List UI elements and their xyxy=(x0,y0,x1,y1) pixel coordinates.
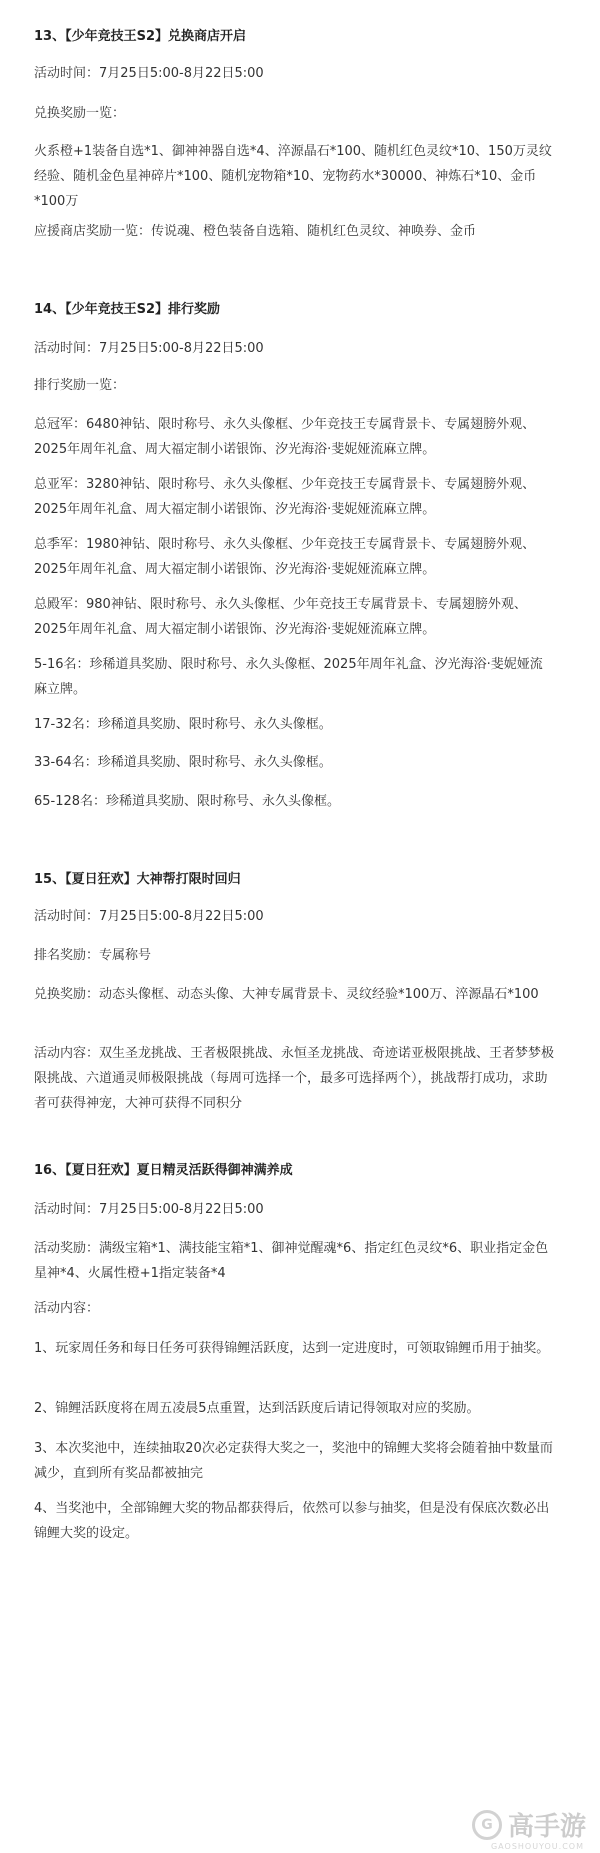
paragraph: 1、玩家周任务和每日任务可获得锦鲤活跃度，达到一定进度时，可领取锦鲤币用于抽奖。 xyxy=(34,1341,550,1356)
paragraph: 兑换奖励一览： xyxy=(34,106,126,121)
paragraph: 总冠军：6480神钻、限时称号、永久头像框、少年竞技王专属背景卡、专属翅膀外观、2025年周年礼盒、周大福定制小诺银饰、汐光海浴·斐妮娅流麻立牌。 xyxy=(34,417,536,457)
watermark-subtext: GAOSHOUYOU.COM xyxy=(490,1842,584,1851)
site-watermark xyxy=(472,1806,586,1843)
paragraph: 火系橙+1装备自选*1、御神神器自选*4、淬源晶石*100、随机红色灵纹*10、150万灵纹经验、随机金色星神碎片*100、随机宠物箱*10、宠物药水*30000、神炼石*10、金币*100万 xyxy=(34,144,552,209)
paragraph: 排行奖励一览： xyxy=(34,378,126,393)
watermark-logo-icon: G xyxy=(472,1810,502,1840)
paragraph: 2、锦鲤活跃度将在周五凌晨5点重置，达到活跃度后请记得领取对应的奖励。 xyxy=(34,1401,480,1416)
section-16 xyxy=(34,1160,554,1541)
watermark-text: 高手游 xyxy=(507,1812,586,1842)
paragraph: 4、当奖池中，全部锦鲤大奖的物品都获得后，依然可以参与抽奖，但是没有保底次数必出锦鲤大奖的设定。 xyxy=(34,1501,550,1541)
section-title: 14、【少年竞技王S2】排行奖励 xyxy=(34,302,220,317)
section-title: 15、【夏日狂欢】大神帮打限时回归 xyxy=(34,872,241,887)
paragraph: 活动时间：7月25日5:00-8月22日5:00 xyxy=(34,1202,264,1217)
paragraph: 65-128名：珍稀道具奖励、限时称号、永久头像框。 xyxy=(34,794,341,809)
section-title: 16、【夏日狂欢】夏日精灵活跃得御神满养成 xyxy=(34,1163,293,1178)
paragraph: 总亚军：3280神钻、限时称号、永久头像框、少年竞技王专属背景卡、专属翅膀外观、2025年周年礼盒、周大福定制小诺银饰、汐光海浴·斐妮娅流麻立牌。 xyxy=(34,477,536,517)
paragraph: 活动时间：7月25日5:00-8月22日5:00 xyxy=(34,341,264,356)
paragraph: 33-64名：珍稀道具奖励、限时称号、永久头像框。 xyxy=(34,755,332,770)
paragraph: 总殿军：980神钻、限时称号、永久头像框、少年竞技王专属背景卡、专属翅膀外观、2025年周年礼盒、周大福定制小诺银饰、汐光海浴·斐妮娅流麻立牌。 xyxy=(34,597,527,637)
paragraph: 5-16名：珍稀道具奖励、限时称号、永久头像框、2025年周年礼盒、汐光海浴·斐妮娅流麻立牌。 xyxy=(34,657,543,697)
paragraph: 兑换奖励：动态头像框、动态头像、大神专属背景卡、灵纹经验*100万、淬源晶石*100 xyxy=(34,987,539,1002)
paragraph: 活动奖励：满级宝箱*1、满技能宝箱*1、御神觉醒魂*6、指定红色灵纹*6、职业指定金色星神*4、火属性橙+1指定装备*4 xyxy=(34,1241,549,1281)
section-13 xyxy=(34,26,554,239)
paragraph: 排名奖励：专属称号 xyxy=(34,948,152,963)
paragraph: 活动内容： xyxy=(34,1301,100,1316)
paragraph: 总季军：1980神钻、限时称号、永久头像框、少年竞技王专属背景卡、专属翅膀外观、2025年周年礼盒、周大福定制小诺银饰、汐光海浴·斐妮娅流麻立牌。 xyxy=(34,537,536,577)
section-15 xyxy=(34,869,555,1111)
paragraph: 应援商店奖励一览：传说魂、橙色装备自选箱、随机红色灵纹、神唤券、金币 xyxy=(34,224,477,239)
paragraph: 17-32名：珍稀道具奖励、限时称号、永久头像框。 xyxy=(34,717,332,732)
section-title: 13、【少年竞技王S2】兑换商店开启 xyxy=(34,29,246,44)
paragraph: 活动时间：7月25日5:00-8月22日5:00 xyxy=(34,909,264,924)
paragraph: 活动时间：7月25日5:00-8月22日5:00 xyxy=(34,66,264,81)
paragraph: 活动内容：双生圣龙挑战、王者极限挑战、永恒圣龙挑战、奇迹诺亚极限挑战、王者梦梦极限挑战、六道通灵师极限挑战（每周可选择一个，最多可选择两个），挑战帮打成功，求助者可获得神宠，大神可获得不同积分 xyxy=(34,1046,555,1111)
section-14 xyxy=(34,299,554,809)
paragraph: 3、本次奖池中，连续抽取20次必定获得大奖之一，奖池中的锦鲤大奖将会随着抽中数量而减少，直到所有奖品都被抽完 xyxy=(34,1441,553,1481)
